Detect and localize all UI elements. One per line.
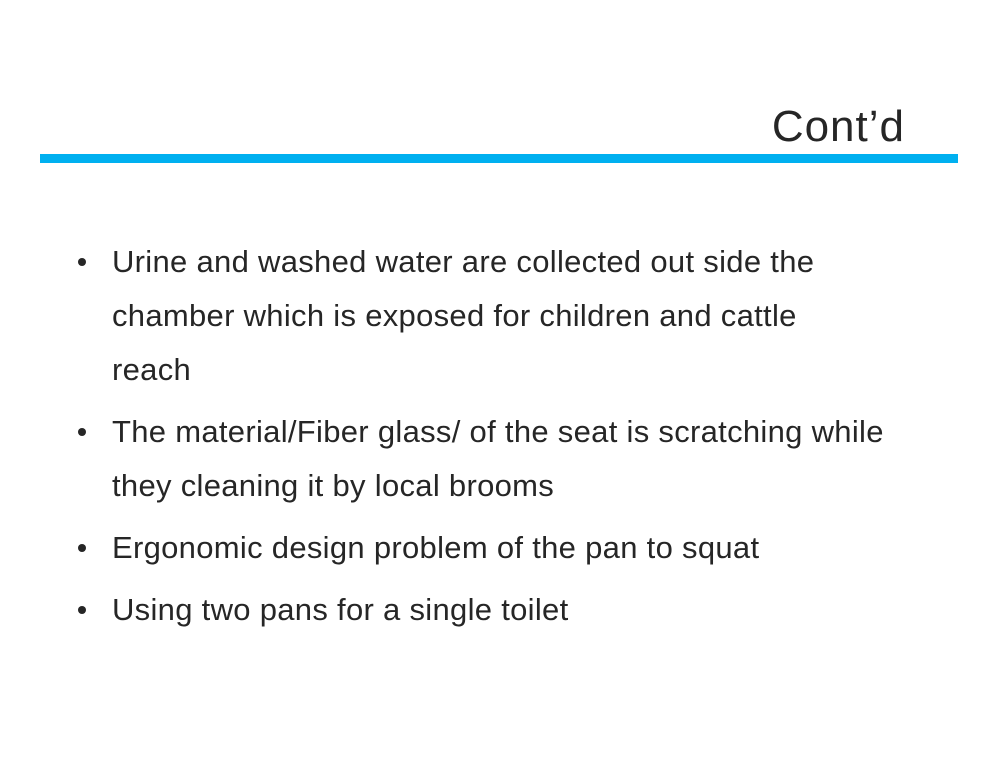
- bullet-item: [0, 583, 1000, 637]
- bullet-text-line: The material/Fiber glass/ of the seat is scratching while: [112, 414, 884, 449]
- bullet-text-line: reach: [112, 352, 192, 387]
- bullet-dot-icon: [78, 544, 86, 552]
- bullet-text: [112, 405, 884, 513]
- bullet-item: [0, 405, 1000, 513]
- title-divider: [40, 154, 958, 163]
- slide-title: Cont’d: [771, 102, 905, 151]
- bullet-dot-icon: [78, 258, 86, 266]
- bullet-text-line: Using two pans for a single toilet: [112, 592, 569, 627]
- bullet-list: [0, 235, 1000, 645]
- bullet-item: [0, 521, 1000, 575]
- bullet-text-line: chamber which is exposed for children and cattle: [112, 298, 797, 333]
- bullet-dot-icon: [78, 606, 86, 614]
- bullet-text-line: Ergonomic design problem of the pan to squat: [112, 530, 760, 565]
- bullet-text: [112, 521, 759, 575]
- bullet-text-line: Urine and washed water are collected out side the: [112, 244, 815, 279]
- bullet-item: [0, 235, 1000, 397]
- bullet-text: [112, 235, 814, 397]
- bullet-text: [112, 583, 569, 637]
- bullet-dot-icon: [78, 428, 86, 436]
- bullet-text-line: they cleaning it by local brooms: [112, 468, 555, 503]
